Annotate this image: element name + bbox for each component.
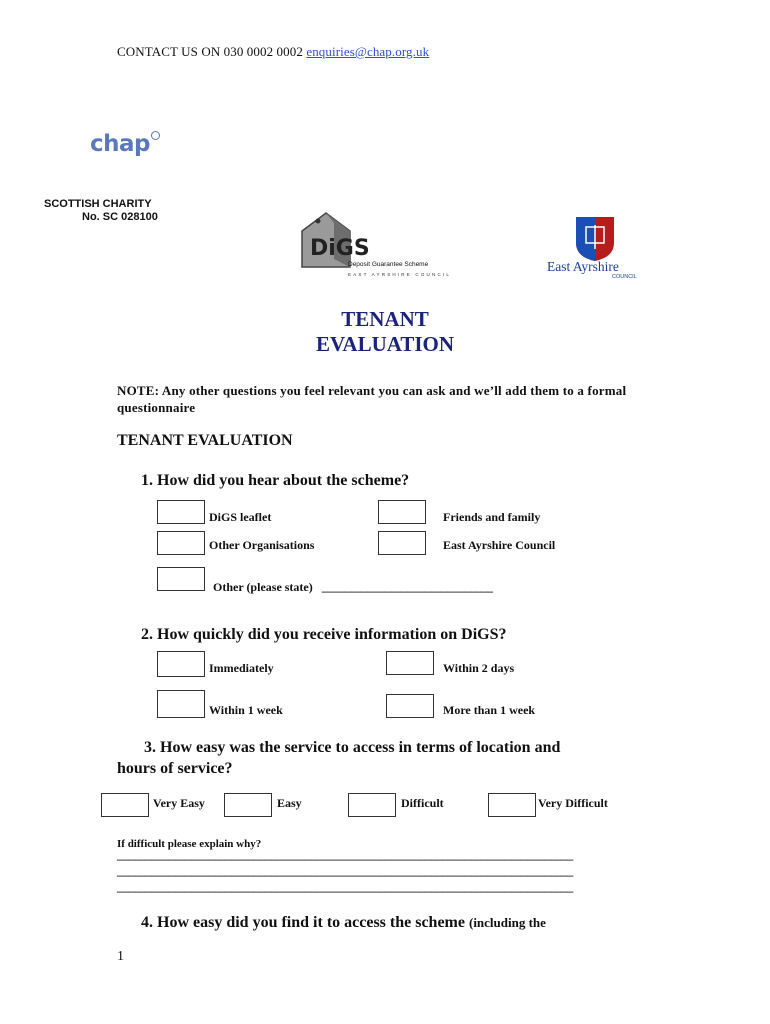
title-line2: EVALUATION [315,332,455,356]
question-3 [117,737,560,779]
option-immediately: Immediately [209,661,274,675]
checkbox-within-1-week[interactable] [157,690,205,718]
option-within-1-week: Within 1 week [209,703,283,717]
option-other-line[interactable]: ______________________________ [321,580,493,594]
checkbox-digs-leaflet[interactable] [157,500,205,524]
note-text: NOTE: Any other questions you feel relevant you can ask and we’ll add them to a formal questionnaire [117,383,627,415]
digs-logo-subtitle: Deposit Guarantee Scheme [348,261,429,268]
checkbox-immediately[interactable] [157,651,205,677]
option-other [213,580,493,595]
explain-line-2[interactable]: ________________________________________________________________________________ [117,864,574,878]
checkbox-very-easy[interactable] [101,793,149,817]
digs-logo-text: DiGS [310,236,370,261]
option-difficult: Difficult [401,796,444,810]
option-very-easy: Very Easy [153,796,205,810]
option-friends-family: Friends and family [443,510,541,524]
east-ayrshire-logo [546,215,646,280]
option-other-organisations: Other Organisations [209,538,315,552]
option-very-difficult: Very Difficult [538,796,608,810]
digs-logo-council: EAST AYRSHIRE COUNCIL [348,272,452,277]
charity-line1: SCOTTISH CHARITY [44,198,152,210]
option-digs-leaflet: DiGS leaflet [209,510,272,524]
question-3-line1: 3. How easy was the service to access in terms of location and [144,739,561,756]
option-east-ayrshire-council: East Ayrshire Council [443,538,556,552]
charity-number: No. SC 028100 [82,211,158,223]
checkbox-easy[interactable] [224,793,272,817]
page-number: 1 [117,949,124,964]
option-other-label: Other (please state) [213,580,313,594]
page-title [0,307,770,357]
option-easy: Easy [277,796,302,810]
question-4 [141,914,546,932]
digs-logo [298,209,452,279]
question-2: 2. How quickly did you receive information on DiGS? [141,626,507,643]
chap-logo [90,131,150,157]
chap-logo-text: chap [90,131,150,157]
checkbox-other[interactable] [157,567,205,591]
question-1: 1. How did you hear about the scheme? [141,472,410,489]
question-4-text: 4. How easy did you find it to access the scheme [141,914,465,931]
checkbox-friends-family[interactable] [378,500,426,524]
option-more-than-1-week: More than 1 week [443,703,536,717]
checkbox-east-ayrshire-council[interactable] [378,531,426,555]
east-ayrshire-name: East Ayrshire [547,259,619,274]
charity-info [44,198,158,224]
explain-line-1[interactable]: ________________________________________________________________________________ [117,848,574,862]
email-link[interactable]: enquiries@chap.org.uk [306,44,430,59]
checkbox-very-difficult[interactable] [488,793,536,817]
option-within-2-days: Within 2 days [443,661,515,675]
explain-line-3[interactable]: ________________________________________________________________________________ [117,880,574,894]
checkbox-difficult[interactable] [348,793,396,817]
section-title: TENANT EVALUATION [117,432,293,449]
contact-line [117,44,429,60]
question-3-line2: hours of service? [117,760,233,777]
explain-label: If difficult please explain why? [117,838,262,850]
checkbox-other-organisations[interactable] [157,531,205,555]
title-line1: TENANT [341,307,429,331]
chap-logo-mark [151,131,160,140]
checkbox-more-than-1-week[interactable] [386,694,434,718]
checkbox-within-2-days[interactable] [386,651,434,675]
east-ayrshire-council: COUNCIL [612,274,637,280]
question-4-tail: (including the [468,915,546,930]
contact-text: CONTACT US ON 030 0002 0002 [117,44,303,59]
